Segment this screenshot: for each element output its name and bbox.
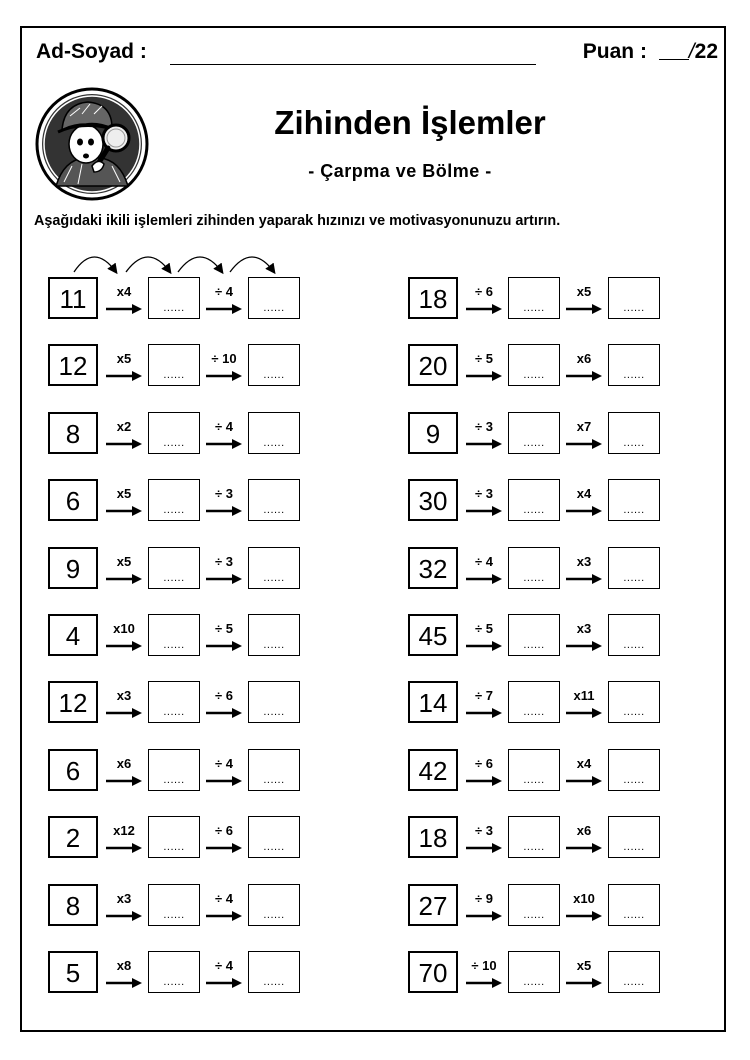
- operation-arrow: [104, 614, 144, 656]
- operation-label: ÷ 3: [215, 486, 233, 502]
- start-number: 32: [408, 547, 458, 589]
- right-arrow-icon: [466, 368, 502, 378]
- answer-placeholder: ......: [263, 773, 285, 786]
- right-arrow-icon: [466, 773, 502, 783]
- right-arrow-icon: [106, 840, 142, 850]
- operation-label: ÷ 4: [215, 284, 233, 299]
- answer-placeholder: ......: [623, 436, 645, 449]
- detective-with-magnifier-icon: [34, 86, 150, 202]
- operation-arrow: [104, 547, 144, 589]
- operation-label: x6: [576, 823, 592, 839]
- right-arrow-icon: [206, 975, 242, 985]
- answer-placeholder: ......: [163, 436, 185, 449]
- answer-box[interactable]: [248, 412, 300, 454]
- answer-placeholder: ......: [263, 369, 285, 382]
- answer-placeholder: ......: [523, 436, 545, 449]
- answer-placeholder: ......: [523, 976, 545, 988]
- operation-label: x5: [576, 284, 592, 299]
- right-arrow-icon: [566, 301, 602, 311]
- operation-label: x7: [576, 418, 592, 434]
- operation-arrow: [204, 681, 244, 723]
- operation-label: ÷ 5: [475, 621, 493, 636]
- operation-arrow: [564, 547, 604, 589]
- page-subtitle: - Çarpma ve Bölme -: [308, 161, 492, 181]
- answer-box[interactable]: [608, 884, 660, 926]
- start-number: 30: [408, 479, 458, 521]
- answer-box[interactable]: [248, 681, 300, 723]
- answer-box[interactable]: [608, 479, 660, 521]
- answer-box[interactable]: [608, 547, 660, 589]
- operation-label: x3: [116, 688, 132, 704]
- right-arrow-icon: [106, 773, 142, 783]
- right-arrow-icon: [466, 503, 502, 513]
- start-number: 11: [48, 277, 98, 319]
- right-arrow-icon: [206, 773, 242, 783]
- operation-label: ÷ 4: [475, 553, 493, 569]
- operation-arrow: [564, 749, 604, 791]
- exercise-row: [408, 344, 668, 390]
- answer-box[interactable]: [508, 816, 560, 858]
- answer-box[interactable]: [608, 816, 660, 858]
- operation-arrow: [204, 614, 244, 656]
- right-arrow-icon: [466, 436, 502, 446]
- right-arrow-icon: [206, 368, 242, 378]
- right-arrow-icon: [566, 840, 602, 850]
- answer-box[interactable]: [148, 344, 200, 386]
- start-number: 18: [408, 816, 458, 858]
- exercise-row: [48, 884, 308, 930]
- operation-label: ÷ 9: [475, 890, 493, 906]
- start-number: 4: [48, 614, 98, 656]
- answer-placeholder: ......: [523, 773, 545, 786]
- answer-box[interactable]: [248, 884, 300, 926]
- score-area: [583, 40, 718, 64]
- exercise-row: [408, 951, 668, 997]
- right-arrow-icon: [466, 908, 502, 918]
- answer-placeholder: ......: [623, 976, 645, 988]
- exercise-row: [48, 547, 308, 593]
- answer-box[interactable]: [248, 277, 300, 319]
- answer-box[interactable]: [608, 344, 660, 386]
- operation-label: ÷ 3: [215, 553, 233, 569]
- operation-arrow: [564, 344, 604, 386]
- operation-label: x3: [576, 621, 592, 636]
- answer-box[interactable]: [148, 547, 200, 589]
- operation-label: ÷ 4: [215, 418, 233, 434]
- operation-arrow: [204, 951, 244, 993]
- operation-label: x5: [116, 553, 132, 569]
- exercise-row: [408, 614, 668, 660]
- operation-arrow: [204, 884, 244, 926]
- start-number: 70: [408, 951, 458, 993]
- exercise-row: [408, 749, 668, 795]
- operation-arrow: [564, 614, 604, 656]
- operation-arrow: [464, 681, 504, 723]
- operation-label: ÷ 7: [475, 688, 493, 704]
- answer-placeholder: ......: [523, 369, 545, 382]
- start-number: 12: [48, 344, 98, 386]
- right-arrow-icon: [206, 571, 242, 581]
- operation-label: ÷ 3: [475, 823, 493, 839]
- start-number: 18: [408, 277, 458, 319]
- answer-placeholder: ......: [523, 639, 545, 651]
- answer-placeholder: ......: [163, 639, 185, 651]
- answer-box[interactable]: [508, 547, 560, 589]
- instruction-text: Aşağıdaki ikili işlemleri zihinden yaparak hızınızı ve motivasyonunuzu artırın.: [34, 213, 561, 229]
- operation-label: ÷ 4: [215, 755, 233, 771]
- right-arrow-icon: [106, 368, 142, 378]
- answer-placeholder: ......: [523, 841, 545, 854]
- operation-arrow: [464, 884, 504, 926]
- operation-arrow: [204, 412, 244, 454]
- answer-placeholder: ......: [623, 639, 645, 651]
- start-number: 14: [408, 681, 458, 723]
- answer-box[interactable]: [248, 344, 300, 386]
- exercise-row: [48, 479, 308, 525]
- operation-label: ÷ 6: [475, 284, 493, 299]
- operation-arrow: [204, 344, 244, 386]
- answer-box[interactable]: [608, 614, 660, 656]
- right-arrow-icon: [206, 638, 242, 648]
- right-arrow-icon: [466, 638, 502, 648]
- answer-placeholder: ......: [263, 302, 285, 314]
- exercise-row: [48, 344, 308, 390]
- answer-placeholder: ......: [163, 706, 185, 719]
- operation-arrow: [464, 277, 504, 319]
- exercise-row: [408, 884, 668, 930]
- answer-box[interactable]: [248, 749, 300, 791]
- operation-arrow: [564, 479, 604, 521]
- answer-placeholder: ......: [623, 504, 645, 517]
- operation-arrow: [464, 749, 504, 791]
- right-arrow-icon: [206, 908, 242, 918]
- operation-label: ÷ 4: [215, 958, 233, 973]
- right-arrow-icon: [206, 705, 242, 715]
- operation-label: x4: [576, 755, 592, 771]
- start-number: 27: [408, 884, 458, 926]
- exercise-row: [408, 816, 668, 862]
- right-arrow-icon: [206, 840, 242, 850]
- answer-box[interactable]: [608, 951, 660, 993]
- answer-box[interactable]: [148, 412, 200, 454]
- start-number: 2: [48, 816, 98, 858]
- exercise-row: [48, 681, 308, 727]
- answer-placeholder: ......: [263, 436, 285, 449]
- answer-placeholder: ......: [163, 369, 185, 382]
- answer-box[interactable]: [148, 277, 200, 319]
- answer-placeholder: ......: [623, 773, 645, 786]
- answer-placeholder: ......: [263, 504, 285, 517]
- operation-label: x10: [113, 621, 135, 636]
- score-label: Puan :: [582, 40, 647, 63]
- answer-placeholder: ......: [163, 841, 185, 854]
- operation-arrow: [104, 681, 144, 723]
- answer-placeholder: ......: [163, 571, 185, 584]
- start-number: 20: [408, 344, 458, 386]
- answer-box[interactable]: [508, 884, 560, 926]
- operation-arrow: [104, 344, 144, 386]
- operation-arrow: [564, 277, 604, 319]
- right-arrow-icon: [566, 773, 602, 783]
- answer-placeholder: ......: [263, 976, 285, 988]
- operation-label: x4: [576, 486, 592, 502]
- answer-placeholder: ......: [623, 302, 645, 314]
- start-number: 6: [48, 749, 98, 791]
- answer-placeholder: ......: [623, 908, 645, 921]
- right-arrow-icon: [106, 301, 142, 311]
- operation-arrow: [564, 412, 604, 454]
- operation-arrow: [464, 412, 504, 454]
- operation-label: x10: [573, 890, 595, 906]
- operation-label: ÷ 6: [215, 823, 233, 839]
- operation-arrow: [204, 479, 244, 521]
- answer-placeholder: ......: [263, 571, 285, 584]
- operation-arrow: [204, 816, 244, 858]
- start-number: 9: [408, 412, 458, 454]
- operation-label: x6: [576, 351, 592, 367]
- answer-box[interactable]: [508, 951, 560, 993]
- answer-box[interactable]: [508, 344, 560, 386]
- answer-placeholder: ......: [623, 841, 645, 854]
- operation-label: x5: [116, 351, 132, 367]
- answer-box[interactable]: [148, 816, 200, 858]
- answer-box[interactable]: [608, 681, 660, 723]
- exercise-row: [408, 547, 668, 593]
- operation-arrow: [104, 749, 144, 791]
- answer-box[interactable]: [148, 681, 200, 723]
- exercise-row: [48, 614, 308, 660]
- operation-label: x5: [576, 958, 592, 973]
- score-field[interactable]: [659, 59, 689, 60]
- answer-box[interactable]: [508, 479, 560, 521]
- operation-label: x6: [116, 755, 132, 771]
- right-arrow-icon: [106, 908, 142, 918]
- answer-box[interactable]: [248, 614, 300, 656]
- operation-arrow: [464, 951, 504, 993]
- answer-placeholder: ......: [523, 571, 545, 584]
- answer-placeholder: ......: [163, 302, 185, 314]
- operation-label: ÷ 10: [471, 958, 497, 973]
- operation-label: x8: [116, 958, 132, 973]
- answer-box[interactable]: [608, 277, 660, 319]
- operation-arrow: [564, 681, 604, 723]
- operation-label: ÷ 3: [475, 486, 493, 502]
- operation-arrow: [464, 479, 504, 521]
- operation-arrow: [104, 816, 144, 858]
- right-arrow-icon: [566, 705, 602, 715]
- answer-box[interactable]: [508, 614, 560, 656]
- right-arrow-icon: [566, 436, 602, 446]
- operation-arrow: [204, 277, 244, 319]
- answer-placeholder: ......: [523, 504, 545, 517]
- right-arrow-icon: [566, 975, 602, 985]
- start-number: 8: [48, 412, 98, 454]
- answer-box[interactable]: [248, 479, 300, 521]
- start-number: 6: [48, 479, 98, 521]
- answer-placeholder: ......: [263, 841, 285, 854]
- answer-box[interactable]: [148, 951, 200, 993]
- operation-arrow: [464, 344, 504, 386]
- answer-placeholder: ......: [623, 369, 645, 382]
- right-arrow-icon: [206, 503, 242, 513]
- exercise-row: [408, 681, 668, 727]
- exercise-row: [48, 412, 308, 458]
- answer-box[interactable]: [608, 749, 660, 791]
- right-arrow-icon: [566, 908, 602, 918]
- answer-placeholder: ......: [623, 706, 645, 719]
- answer-placeholder: ......: [163, 976, 185, 988]
- answer-placeholder: ......: [523, 908, 545, 921]
- right-arrow-icon: [206, 301, 242, 311]
- answer-box[interactable]: [148, 614, 200, 656]
- answer-box[interactable]: [148, 749, 200, 791]
- exercise-row: [48, 816, 308, 862]
- operation-arrow: [104, 884, 144, 926]
- answer-placeholder: ......: [263, 908, 285, 921]
- operation-label: ÷ 3: [475, 418, 493, 434]
- answer-placeholder: ......: [163, 773, 185, 786]
- right-arrow-icon: [206, 436, 242, 446]
- operation-label: x3: [116, 890, 132, 906]
- example-flow-arrows: [60, 244, 300, 280]
- operation-label: ÷ 4: [215, 890, 233, 906]
- name-label: Ad-Soyad :: [36, 40, 147, 63]
- operation-label: x12: [113, 823, 135, 839]
- operation-label: x5: [116, 486, 132, 502]
- operation-arrow: [204, 547, 244, 589]
- operation-label: ÷ 6: [475, 755, 493, 771]
- right-arrow-icon: [466, 975, 502, 985]
- right-arrow-icon: [566, 638, 602, 648]
- operation-arrow: [564, 816, 604, 858]
- operation-label: ÷ 5: [475, 351, 493, 367]
- operation-arrow: [464, 614, 504, 656]
- right-arrow-icon: [106, 705, 142, 715]
- start-number: 8: [48, 884, 98, 926]
- right-arrow-icon: [106, 503, 142, 513]
- operation-arrow: [464, 816, 504, 858]
- right-arrow-icon: [566, 368, 602, 378]
- operation-arrow: [204, 749, 244, 791]
- operation-arrow: [104, 277, 144, 319]
- operation-arrow: [464, 547, 504, 589]
- answer-placeholder: ......: [263, 706, 285, 719]
- operation-arrow: [564, 951, 604, 993]
- page-title: Zihinden İşlemler: [274, 104, 546, 141]
- operation-arrow: [104, 412, 144, 454]
- answer-placeholder: ......: [263, 639, 285, 651]
- operation-label: x2: [116, 418, 132, 434]
- right-arrow-icon: [566, 503, 602, 513]
- operation-label: x3: [576, 553, 592, 569]
- answer-placeholder: ......: [523, 706, 545, 719]
- answer-box[interactable]: [248, 816, 300, 858]
- exercise-row: [408, 277, 668, 323]
- right-arrow-icon: [106, 436, 142, 446]
- operation-label: ÷ 5: [215, 621, 233, 636]
- answer-box[interactable]: [508, 412, 560, 454]
- answer-placeholder: ......: [163, 908, 185, 921]
- right-arrow-icon: [466, 705, 502, 715]
- answer-box[interactable]: [608, 412, 660, 454]
- answer-box[interactable]: [508, 681, 560, 723]
- answer-box[interactable]: [508, 749, 560, 791]
- right-arrow-icon: [466, 571, 502, 581]
- operation-label: ÷ 6: [215, 688, 233, 704]
- answer-box[interactable]: [148, 884, 200, 926]
- answer-box[interactable]: [508, 277, 560, 319]
- answer-box[interactable]: [148, 479, 200, 521]
- answer-box[interactable]: [248, 951, 300, 993]
- right-arrow-icon: [466, 301, 502, 311]
- name-field[interactable]: [170, 64, 536, 65]
- operation-arrow: [104, 479, 144, 521]
- start-number: 12: [48, 681, 98, 723]
- exercise-row: [48, 951, 308, 997]
- right-arrow-icon: [106, 571, 142, 581]
- operation-arrow: [564, 884, 604, 926]
- exercise-row: [48, 749, 308, 795]
- answer-placeholder: ......: [623, 571, 645, 584]
- start-number: 42: [408, 749, 458, 791]
- exercise-row: [408, 412, 668, 458]
- operation-arrow: [104, 951, 144, 993]
- answer-box[interactable]: [248, 547, 300, 589]
- start-number: 5: [48, 951, 98, 993]
- operation-label: x11: [573, 688, 595, 704]
- right-arrow-icon: [106, 975, 142, 985]
- operation-label: x4: [116, 284, 132, 299]
- start-number: 9: [48, 547, 98, 589]
- start-number: 45: [408, 614, 458, 656]
- score-slash: /: [688, 40, 695, 63]
- answer-placeholder: ......: [163, 504, 185, 517]
- operation-label: ÷ 10: [211, 351, 237, 367]
- right-arrow-icon: [566, 571, 602, 581]
- right-arrow-icon: [106, 638, 142, 648]
- answer-placeholder: ......: [523, 302, 545, 314]
- score-total: 22: [694, 40, 718, 63]
- exercise-row: [408, 479, 668, 525]
- exercise-row: [48, 277, 308, 323]
- right-arrow-icon: [466, 840, 502, 850]
